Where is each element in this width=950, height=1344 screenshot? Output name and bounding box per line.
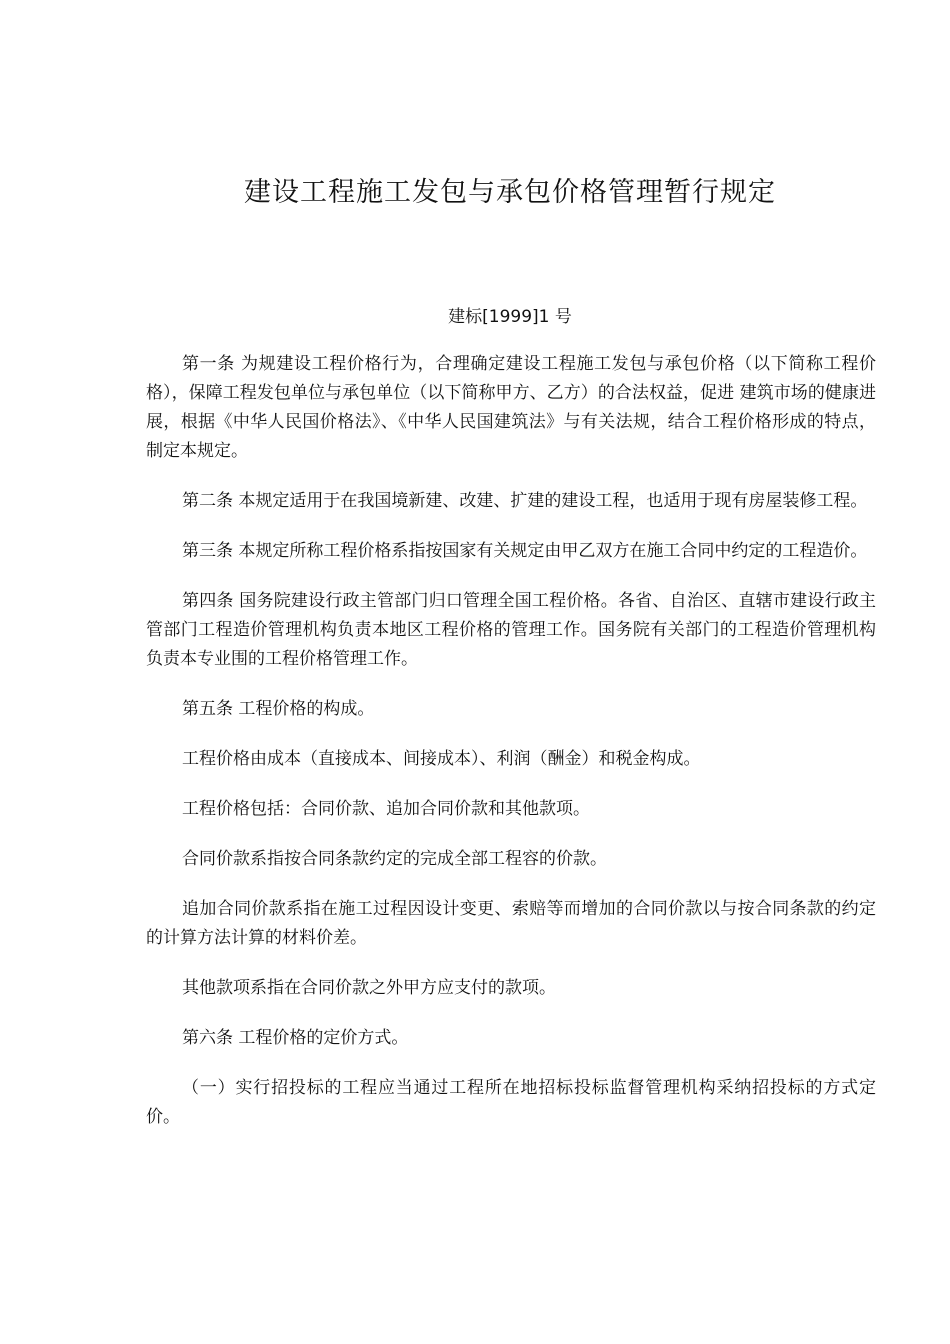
paragraph-article-2: 第二条 本规定适用于在我国境新建、改建、扩建的建设工程，也适用于现有房屋装修工程。: [182, 491, 868, 511]
paragraph-price-includes: 工程价格包括：合同价款、追加合同价款和其他款项。: [182, 799, 590, 819]
paragraph-article-5: 第五条 工程价格的构成。: [182, 699, 375, 719]
document-number: 建标[1999]1 号: [448, 307, 572, 327]
paragraph-article-4: 第四条 国务院建设行政主管部门归口管理全国工程价格。各省、自治区、直辖市建设行政主管部门工程造价管理机构负责本地区工程价格的管理工作。国务院有关部门的工程造价管理机构负责本专业围的工程价格管理工作。: [146, 591, 876, 669]
paragraph-article-3: 第三条 本规定所称工程价格系指按国家有关规定由甲乙双方在施工合同中约定的工程造价。: [182, 541, 868, 561]
document-title: 建设工程施工发包与承包价格管理暂行规定: [244, 177, 776, 208]
paragraph-contract-price: 合同价款系指按合同条款约定的完成全部工程容的价款。: [182, 849, 607, 869]
paragraph-price-composition: 工程价格由成本（直接成本、间接成本）、利润（酬金）和税金构成。: [182, 749, 701, 769]
paragraph-article-6: 第六条 工程价格的定价方式。: [182, 1028, 409, 1048]
paragraph-additional-price: 追加合同价款系指在施工过程因设计变更、索赔等而增加的合同价款以与按合同条款的约定的计算方法计算的材料价差。: [146, 899, 876, 948]
paragraph-other-payments: 其他款项系指在合同价款之外甲方应支付的款项。: [182, 978, 556, 998]
document-body: [146, 350, 876, 1153]
paragraph-article-1: 第一条 为规建设工程价格行为，合理确定建设工程施工发包与承包价格（以下简称工程价格），保障工程发包单位与承包单位（以下简称甲方、乙方）的合法权益，促进 建筑市场的健康进展，根据《中华人民国价格法》、《中华人民国建筑法》与有关法规，结合工程价格形成的特点，制定本规定。: [146, 354, 876, 461]
paragraph-bidding-pricing: （一）实行招投标的工程应当通过工程所在地招标投标监督管理机构采纳招投标的方式定价。: [146, 1078, 876, 1127]
